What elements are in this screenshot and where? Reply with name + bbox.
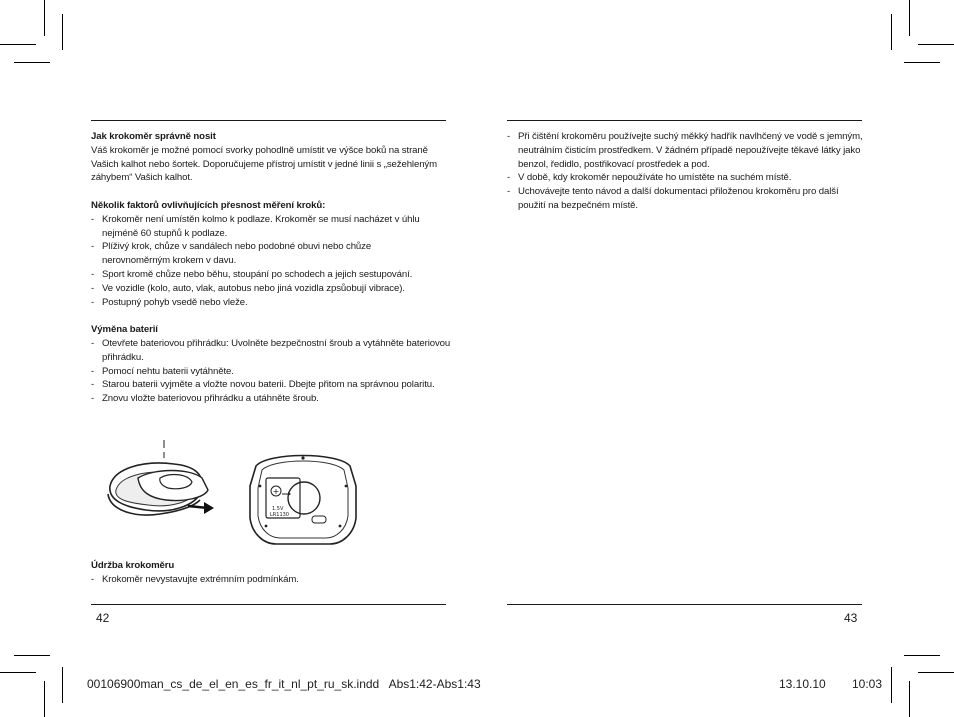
crop-mark: [909, 681, 910, 717]
crop-mark: [891, 667, 892, 703]
list-item: - Krokoměr nevystavujte extrémním podmínkám.: [91, 573, 451, 587]
top-rule-left: [91, 120, 446, 121]
list-item: - Krokoměr není umístěn kolmo k podlaze. Krokoměr se musí nacházet v úhlu nejméně 60 stupňů k podlaze.: [91, 213, 442, 241]
list-item: - Starou baterii vyjměte a vložte novou baterii. Dbejte přitom na správnou polaritu.: [91, 378, 452, 392]
crop-mark: [14, 62, 50, 63]
crop-mark: [918, 44, 954, 45]
battery-voltage-label: 1.5V: [272, 506, 284, 512]
section-heading: Jak krokoměr správně nosit: [91, 131, 216, 142]
page-number-left: 42: [96, 611, 110, 625]
crop-mark: [918, 672, 954, 673]
crop-mark: [44, 681, 45, 717]
crop-mark: [62, 667, 63, 703]
left-column: [91, 130, 451, 420]
battery-compartment-removal-illustration: [104, 438, 224, 538]
top-rule-right: [507, 120, 862, 121]
slug-date: 13.10.10: [779, 677, 826, 691]
crop-mark: [0, 672, 36, 673]
list-item: - Postupný pohyb vsedě nebo vleže.: [91, 296, 451, 310]
list-item: - V době, kdy krokoměr nepoužíváte ho umístěte na suchém místě.: [507, 171, 867, 185]
crop-mark: [904, 62, 940, 63]
bullet-list: [91, 213, 451, 310]
battery-section: [91, 323, 451, 406]
list-item: - Pomocí nehtu baterii vytáhněte.: [91, 365, 451, 379]
list-item: - Znovu vložte bateriovou přihrádku a utáhněte šroub.: [91, 392, 451, 406]
crop-mark: [904, 655, 940, 656]
bullet-list: [91, 337, 451, 406]
crop-mark: [909, 0, 910, 36]
crop-mark: [62, 14, 63, 50]
section-heading: Údržba krokoměru: [91, 560, 175, 571]
section-paragraph: Váš krokoměr je možné pomocí svorky pohodlně umístit ve výšce boků na straně Vašich kalhot nebo šortek. Doporučujeme přístroj umístit v jedné linii s „sežehleným záhybem“ Vašich kalhot.: [91, 144, 438, 184]
list-item: - Plíživý krok, chůze v sandálech nebo podobné obuvi nebo chůze nerovnoměrným krokem v davu.: [91, 240, 422, 268]
accuracy-factors-section: [91, 199, 451, 309]
bullet-list: [507, 130, 867, 213]
wearing-section: [91, 130, 451, 185]
bullet-list: [91, 573, 451, 587]
section-heading: Několik faktorů ovlivňujících přesnost měření kroků:: [91, 199, 326, 211]
crop-mark: [891, 14, 892, 50]
bottom-rule-left: [91, 604, 446, 605]
slug-time: 10:03: [852, 677, 883, 691]
crop-mark: [14, 655, 50, 656]
list-item: - Při čištění krokoměru používejte suchý měkký hadřík navlhčený ve vodě s jemným, neutrálním čisticím prostředkem. V žádném případě nepoužívejte těkavé látky jako benzol, ředidlo, postřikovací prostředek a pod.: [507, 130, 868, 171]
list-item: - Otevřete bateriovou přihrádku: Uvolněte bezpečnostní šroub a vytáhněte bateriovou přihrádku.: [91, 337, 452, 365]
battery-type-label: LR1130: [270, 512, 289, 518]
bottom-rule-right: [507, 604, 862, 605]
slug-filename: 00106900man_cs_de_el_en_es_fr_it_nl_pt_ru_sk.indd Abs1:42-Abs1:43: [87, 677, 481, 691]
crop-mark: [0, 44, 36, 45]
battery-plus-symbol: +: [272, 487, 280, 496]
list-item: - Ve vozidle (kolo, auto, vlak, autobus nebo jiná vozidla zpsůobují vibrace).: [91, 282, 451, 296]
section-heading: Výměna baterií: [91, 324, 158, 336]
battery-compartment-open-illustration: [244, 446, 362, 548]
right-column: [507, 130, 867, 213]
list-item: - Uchovávejte tento návod a další dokumentaci přiloženou krokoměru pro další použití na bezpečném místě.: [507, 185, 868, 213]
maintenance-section: [91, 559, 451, 587]
list-item: - Sport kromě chůze nebo běhu, stoupání po schodech a jejich sestupování.: [91, 268, 451, 282]
crop-mark: [44, 0, 45, 36]
page-number-right: 43: [844, 611, 858, 625]
